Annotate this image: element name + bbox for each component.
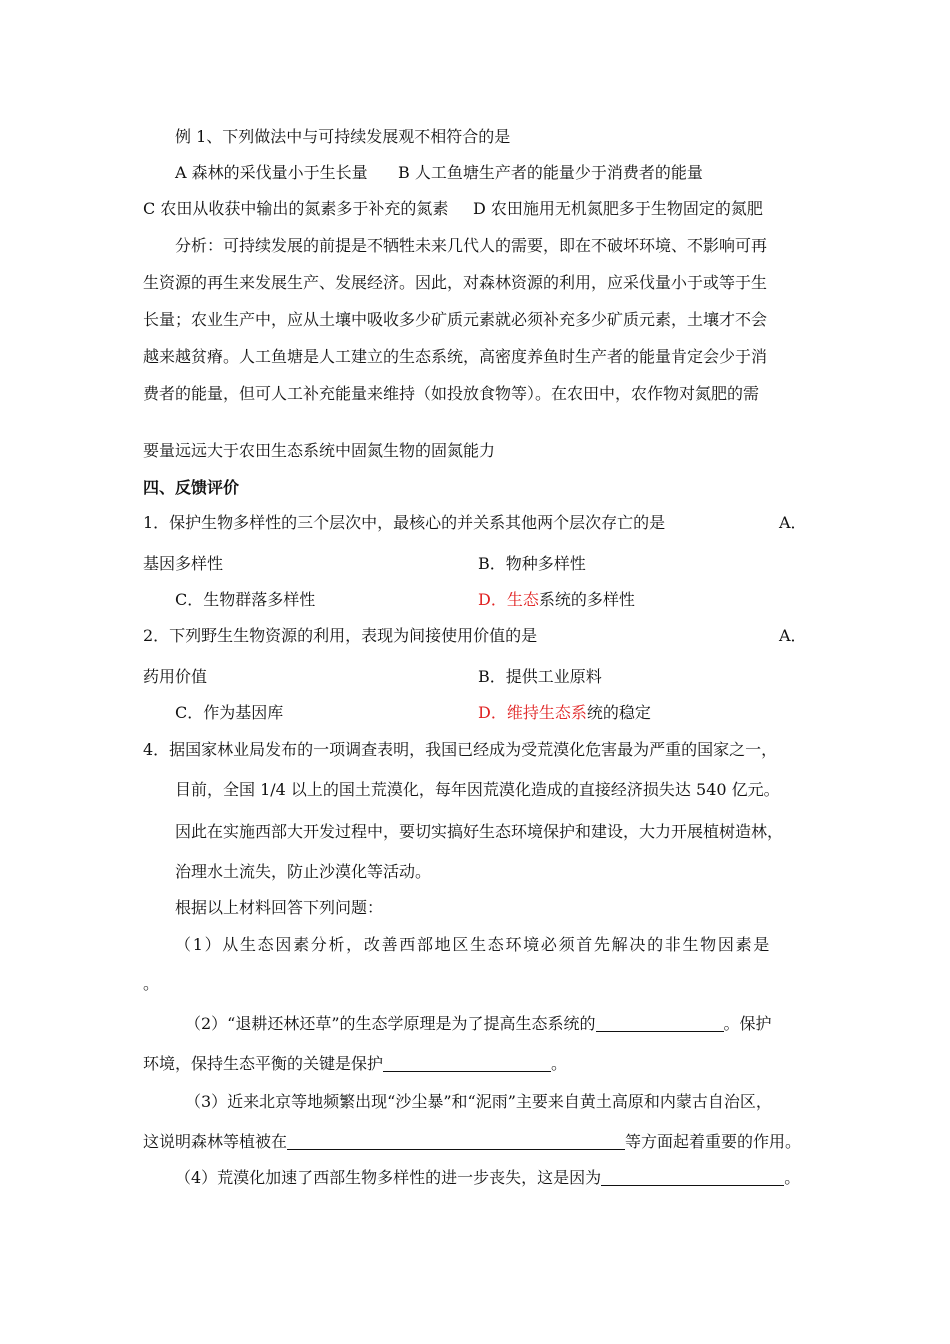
q1-option-a-label: A． <box>779 513 807 532</box>
q2-option-a-text: 药用价值 <box>143 667 208 686</box>
example-question: 例 1、下列做法中与可持续发展观不相符合的是 <box>175 127 511 146</box>
q2-option-a-label: A． <box>779 626 807 645</box>
q1-option-c: C．生物群落多样性 <box>175 590 316 609</box>
analysis-line: 生资源的再生来发展生产、发展经济。因此，对森林资源的利用，应采伐量小于或等于生 <box>143 273 768 292</box>
q2-option-d-rest: 统的稳定 <box>586 703 651 722</box>
answer-blank-ecosystem[interactable] <box>596 1015 724 1032</box>
example-option-d: D 农田施用无机氮肥多于生物固定的氮肥 <box>473 199 763 218</box>
q1-option-d <box>478 590 635 610</box>
q4-sub4-text-b: 。 <box>784 1168 801 1187</box>
q1-option-d-label: D． <box>478 590 507 609</box>
q4-sub4 <box>175 1168 800 1188</box>
q4-line: 根据以上材料回答下列问题： <box>175 898 384 917</box>
q1-option-d-rest: 系统的多样性 <box>538 590 635 609</box>
q4-sub1-end: 。 <box>143 974 160 993</box>
q4-line: 因此在实施西部大开发过程中，要切实搞好生态环境保护和建设，大力开展植树造林， <box>175 822 784 841</box>
q4-sub3-text-b: 这说明森林等植被在 <box>143 1132 288 1151</box>
q4-sub4-text-a: （4）荒漠化加速了西部生物多样性的进一步丧失，这是因为 <box>175 1168 602 1187</box>
q4-sub3-line2 <box>143 1132 801 1152</box>
analysis-line: 长量；农业生产中，应从土壤中吸收多少矿质元素就必须补充多少矿质元素，土壤才不会 <box>143 310 768 329</box>
q4-line: 治理水土流失，防止沙漠化等活动。 <box>175 862 432 881</box>
section-heading: 四、反馈评价 <box>143 478 240 497</box>
q4-sub3-text-c: 等方面起着重要的作用。 <box>625 1132 802 1151</box>
answer-blank-biodiversity[interactable] <box>601 1169 784 1186</box>
q2-option-d-label: D． <box>478 703 507 722</box>
q1-stem: 1．保护生物多样性的三个层次中，最核心的并关系其他两个层次存亡的是 <box>143 513 666 532</box>
q4-sub2-text-d: 。 <box>551 1054 568 1073</box>
q4-sub2-text-a: （2）“退耕还林还草”的生态学原理是为了提高生态系统的 <box>185 1014 596 1033</box>
example-option-a: A 森林的采伐量小于生长量 <box>175 163 368 182</box>
analysis-line: 越来越贫瘠。人工鱼塘是人工建立的生态系统，高密度养鱼时生产者的能量肯定会少于消 <box>143 347 768 366</box>
q1-option-d-red: 生态 <box>506 590 539 609</box>
analysis-line: 费者的能量，但可人工补充能量来维持（如投放食物等）。在农田中，农作物对氮肥的需 <box>143 384 760 403</box>
q4-sub2-line2 <box>143 1054 567 1074</box>
q4-sub1: （1）从生态因素分析，改善西部地区生态环境必须首先解决的非生物因素是 <box>175 935 771 954</box>
q4-sub2-text-b: 。保护 <box>723 1014 772 1033</box>
q2-option-c: C．作为基因库 <box>175 703 284 722</box>
q4-sub3-line1: （3）近来北京等地频繁出现“沙尘暴”和“泥雨”主要来自黄土高原和内蒙古自治区， <box>185 1092 772 1111</box>
q1-option-b: B．物种多样性 <box>478 554 586 573</box>
example-option-b: B 人工鱼塘生产者的能量少于消费者的能量 <box>398 163 703 182</box>
q2-stem: 2．下列野生生物资源的利用，表现为间接使用价值的是 <box>143 626 538 645</box>
answer-blank-vegetation[interactable] <box>287 1133 625 1150</box>
q2-option-d <box>478 703 651 723</box>
q4-sub2-line1 <box>185 1014 772 1034</box>
analysis-line: 分析：可持续发展的前提是不牺牲未来几代人的需要，即在不破坏环境、不影响可再 <box>175 236 768 255</box>
q4-line: 4．据国家林业局发布的一项调查表明，我国已经成为受荒漠化危害最为严重的国家之一， <box>143 740 778 759</box>
q1-option-a-text: 基因多样性 <box>143 554 224 573</box>
answer-blank-protect[interactable] <box>383 1055 551 1072</box>
example-option-c: C 农田从收获中输出的氮素多于补充的氮素 <box>143 199 449 218</box>
q2-option-d-red: 维持生态系 <box>506 703 587 722</box>
analysis-line: 要量远远大于农田生态系统中固氮生物的固氮能力 <box>143 441 496 460</box>
q4-line: 目前，全国 1/4 以上的国土荒漠化，每年因荒漠化造成的直接经济损失达 540 亿元。 <box>175 780 780 799</box>
q4-sub2-text-c: 环境，保持生态平衡的关键是保护 <box>143 1054 384 1073</box>
q2-option-b: B．提供工业原料 <box>478 667 602 686</box>
